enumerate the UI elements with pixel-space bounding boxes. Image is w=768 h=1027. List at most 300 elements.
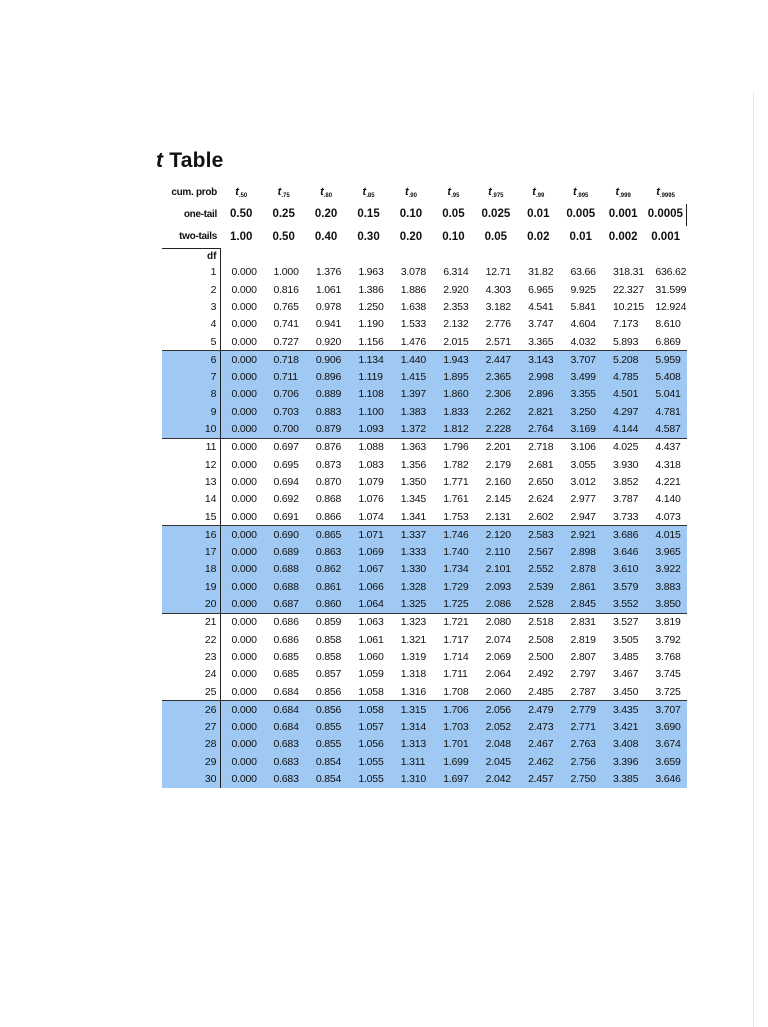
cum-prob-header-cell bbox=[602, 182, 644, 204]
df-value: 27 bbox=[162, 719, 220, 736]
critical-value-cell: 31.82 bbox=[528, 266, 554, 279]
critical-value-cell: 0.857 bbox=[315, 668, 342, 681]
critical-value-cell: 318.31 bbox=[612, 266, 644, 279]
critical-value-cell: 1.250 bbox=[358, 300, 384, 313]
df-value: 6 bbox=[162, 351, 220, 369]
critical-value-cell: 2.074 bbox=[485, 633, 511, 646]
critical-value-cell: 2.467 bbox=[517, 736, 559, 753]
df-value: 24 bbox=[162, 666, 220, 683]
critical-value-cell: 2.048 bbox=[475, 736, 517, 753]
critical-value-cell: 0.683 bbox=[262, 753, 304, 770]
df-spacer-cell bbox=[432, 249, 474, 265]
critical-value-cell: 3.552 bbox=[602, 596, 644, 614]
df-spacer-cell bbox=[560, 249, 602, 265]
critical-value-cell: 2.086 bbox=[475, 596, 517, 614]
critical-value-cell: 2.462 bbox=[517, 753, 559, 770]
critical-value-cell: 1.059 bbox=[358, 668, 384, 681]
critical-value-cell: 1.076 bbox=[358, 493, 384, 506]
critical-value-cell: 1.057 bbox=[347, 719, 389, 736]
critical-value-cell: 2.977 bbox=[570, 493, 596, 506]
two-tails-value: 1.00 bbox=[230, 230, 253, 243]
critical-value-cell: 1.345 bbox=[400, 493, 427, 506]
critical-value-cell: 2.787 bbox=[560, 683, 602, 701]
critical-value-cell: 1.330 bbox=[390, 561, 432, 578]
two-tails-value: 0.02 bbox=[527, 230, 550, 243]
table-row bbox=[162, 438, 687, 456]
df-value: 22 bbox=[162, 631, 220, 648]
critical-value-cell: 0.703 bbox=[262, 403, 304, 420]
critical-value-cell: 1.315 bbox=[390, 701, 432, 719]
t-symbol: t bbox=[362, 186, 367, 198]
critical-value-cell: 3.435 bbox=[602, 701, 644, 719]
critical-value-cell: 0.692 bbox=[273, 493, 299, 506]
table-row bbox=[162, 544, 687, 561]
critical-value-cell: 1.734 bbox=[432, 561, 474, 578]
critical-value-cell: 0.000 bbox=[220, 421, 262, 439]
critical-value-cell: 3.707 bbox=[644, 701, 686, 719]
critical-value-cell: 0.694 bbox=[273, 475, 299, 488]
df-value: 17 bbox=[162, 544, 220, 561]
table-row bbox=[162, 386, 687, 403]
critical-value-cell: 1.699 bbox=[432, 753, 474, 770]
critical-value-cell: 3.106 bbox=[570, 441, 596, 454]
critical-value-cell: 0.685 bbox=[273, 668, 299, 681]
critical-value-cell: 2.898 bbox=[560, 544, 602, 561]
critical-value-cell: 0.858 bbox=[315, 633, 342, 646]
critical-value-cell: 3.610 bbox=[602, 561, 644, 578]
critical-value-cell: 0.695 bbox=[273, 458, 299, 471]
critical-value-cell: 0.683 bbox=[262, 771, 304, 788]
critical-value-cell: 1.314 bbox=[390, 719, 432, 736]
critical-value-cell: 1.323 bbox=[400, 616, 427, 629]
critical-value-cell: 1.725 bbox=[432, 596, 474, 614]
df-value: 20 bbox=[162, 596, 220, 614]
df-value: 2 bbox=[162, 281, 220, 298]
df-spacer-cell bbox=[517, 249, 559, 265]
t-symbol: t bbox=[277, 186, 282, 198]
critical-value-cell: 2.539 bbox=[517, 578, 559, 595]
critical-value-cell: 0.896 bbox=[305, 369, 347, 386]
critical-value-cell: 4.541 bbox=[528, 300, 554, 313]
critical-value-cell: 0.000 bbox=[220, 771, 262, 788]
critical-value-cell: 1.079 bbox=[358, 475, 384, 488]
critical-value-cell: 2.845 bbox=[560, 596, 602, 614]
critical-value-cell: 3.792 bbox=[655, 633, 681, 646]
critical-value-cell: 1.721 bbox=[443, 616, 469, 629]
critical-value-cell: 2.718 bbox=[528, 441, 554, 454]
critical-value-cell: 1.108 bbox=[347, 386, 389, 403]
two-tails-value: 0.05 bbox=[484, 230, 508, 243]
df-value: 12 bbox=[162, 456, 220, 473]
title-t-symbol: t bbox=[156, 149, 164, 172]
critical-value-cell: 5.408 bbox=[644, 369, 686, 386]
critical-value-cell: 6.965 bbox=[528, 283, 554, 296]
critical-value-cell: 1.325 bbox=[390, 596, 432, 614]
critical-value-cell: 2.819 bbox=[570, 633, 596, 646]
critical-value-cell: 31.599 bbox=[655, 283, 687, 296]
critical-value-cell: 1.333 bbox=[390, 544, 432, 561]
critical-value-cell: 1.963 bbox=[358, 266, 384, 279]
critical-value-cell: 1.067 bbox=[347, 561, 389, 578]
critical-value-cell: 3.078 bbox=[400, 266, 427, 279]
critical-value-cell: 0.741 bbox=[273, 318, 299, 331]
critical-value-cell: 1.771 bbox=[443, 475, 469, 488]
critical-value-cell: 1.860 bbox=[432, 386, 474, 403]
critical-value-cell: 0.000 bbox=[220, 403, 262, 420]
cum-prob-header-cell bbox=[644, 182, 686, 204]
critical-value-cell: 3.396 bbox=[602, 753, 644, 770]
critical-value-cell: 2.764 bbox=[517, 421, 559, 439]
critical-value-cell: 3.169 bbox=[560, 421, 602, 439]
t-symbol: t bbox=[573, 186, 577, 198]
critical-value-cell: 2.552 bbox=[517, 561, 559, 578]
df-value: 4 bbox=[162, 316, 220, 333]
critical-value-cell: 2.447 bbox=[475, 351, 517, 369]
critical-value-cell: 1.714 bbox=[443, 650, 469, 663]
critical-value-cell: 0.978 bbox=[315, 300, 342, 313]
two-tails-value: 0.20 bbox=[399, 230, 423, 243]
t-symbol-subscript: .975 bbox=[491, 193, 504, 199]
critical-value-cell: 3.450 bbox=[602, 683, 644, 701]
critical-value-cell: 2.473 bbox=[517, 719, 559, 736]
critical-value-cell: 1.328 bbox=[390, 578, 432, 595]
critical-value-cell: 3.965 bbox=[644, 544, 686, 561]
critical-value-cell: 1.088 bbox=[358, 441, 384, 454]
critical-value-cell: 3.659 bbox=[644, 753, 686, 770]
critical-value-cell: 0.000 bbox=[231, 458, 257, 471]
table-row bbox=[162, 508, 687, 526]
critical-value-cell: 1.058 bbox=[347, 683, 389, 701]
t-symbol-subscript: .50 bbox=[238, 193, 248, 199]
df-value: 21 bbox=[162, 613, 220, 631]
critical-value-cell: 1.064 bbox=[347, 596, 389, 614]
t-symbol: t bbox=[320, 186, 324, 198]
t-symbol: t bbox=[615, 186, 620, 198]
table-row bbox=[162, 421, 687, 439]
critical-value-cell: 2.228 bbox=[475, 421, 517, 439]
critical-value-cell: 2.492 bbox=[528, 668, 554, 681]
critical-value-cell: 3.930 bbox=[612, 458, 639, 471]
one-tail-value: 0.025 bbox=[481, 208, 511, 221]
critical-value-cell: 0.876 bbox=[315, 441, 342, 454]
t-symbol: t bbox=[447, 186, 452, 198]
table-row bbox=[162, 613, 687, 631]
cum-prob-header-cell bbox=[262, 182, 304, 204]
critical-value-cell: 0.906 bbox=[305, 351, 347, 369]
critical-value-cell: 4.144 bbox=[602, 421, 644, 439]
critical-value-cell: 1.083 bbox=[358, 458, 384, 471]
critical-value-cell: 1.055 bbox=[347, 753, 389, 770]
critical-value-cell: 0.856 bbox=[305, 683, 347, 701]
t-symbol-subscript: .9995 bbox=[659, 193, 675, 199]
critical-value-cell: 2.821 bbox=[517, 403, 559, 420]
critical-value-cell: 2.681 bbox=[528, 458, 554, 471]
two-tails-value: 0.001 bbox=[651, 230, 680, 243]
critical-value-cell: 0.687 bbox=[262, 596, 304, 614]
critical-value-cell: 1.943 bbox=[432, 351, 474, 369]
one-tail-value: 0.0005 bbox=[644, 204, 686, 226]
df-spacer-cell bbox=[390, 249, 432, 265]
critical-value-cell: 1.711 bbox=[443, 668, 468, 681]
critical-value-cell: 1.833 bbox=[432, 403, 474, 420]
critical-value-cell: 0.854 bbox=[305, 771, 347, 788]
critical-value-cell: 2.998 bbox=[517, 369, 559, 386]
critical-value-cell: 1.717 bbox=[443, 633, 469, 646]
critical-value-cell: 3.850 bbox=[644, 596, 686, 614]
df-value: 28 bbox=[162, 736, 220, 753]
critical-value-cell: 0.000 bbox=[220, 369, 262, 386]
critical-value-cell: 4.501 bbox=[602, 386, 644, 403]
critical-value-cell: 2.650 bbox=[528, 475, 554, 488]
critical-value-cell: 0.868 bbox=[315, 493, 342, 506]
critical-value-cell: 2.042 bbox=[475, 771, 517, 788]
title-text: Table bbox=[163, 149, 224, 172]
one-tail-value: 0.001 bbox=[608, 208, 638, 221]
critical-value-cell: 0.816 bbox=[273, 283, 299, 296]
critical-value-cell: 0.688 bbox=[262, 561, 304, 578]
critical-value-cell: 1.311 bbox=[390, 753, 432, 770]
critical-value-cell: 1.372 bbox=[390, 421, 432, 439]
critical-value-cell: 3.883 bbox=[644, 578, 686, 595]
df-value: 15 bbox=[162, 508, 220, 526]
critical-value-cell: 2.921 bbox=[560, 526, 602, 544]
critical-value-cell: 1.415 bbox=[390, 369, 432, 386]
critical-value-cell: 0.000 bbox=[231, 441, 257, 454]
critical-value-cell: 3.674 bbox=[644, 736, 686, 753]
critical-value-cell: 3.385 bbox=[602, 771, 644, 788]
df-value: 10 bbox=[162, 421, 220, 439]
critical-value-cell: 3.686 bbox=[602, 526, 644, 544]
critical-value-cell: 3.182 bbox=[485, 300, 511, 313]
two-tails-value: 0.002 bbox=[608, 230, 638, 243]
critical-value-cell: 1.056 bbox=[347, 736, 389, 753]
critical-value-cell: 0.000 bbox=[220, 526, 262, 544]
critical-value-cell: 4.781 bbox=[644, 403, 686, 420]
critical-value-cell: 636.62 bbox=[655, 266, 687, 279]
critical-value-cell: 2.365 bbox=[475, 369, 517, 386]
cum-prob-header-cell bbox=[305, 182, 347, 204]
critical-value-cell: 2.861 bbox=[560, 578, 602, 595]
critical-value-cell: 2.776 bbox=[485, 318, 511, 331]
critical-value-cell: 1.066 bbox=[347, 578, 389, 595]
critical-value-cell: 2.500 bbox=[528, 650, 554, 663]
critical-value-cell: 2.145 bbox=[485, 493, 511, 506]
critical-value-cell: 3.646 bbox=[644, 771, 686, 788]
table-row bbox=[162, 596, 687, 614]
critical-value-cell: 2.571 bbox=[475, 333, 517, 351]
table-row bbox=[162, 719, 687, 736]
critical-value-cell: 2.093 bbox=[475, 578, 517, 595]
critical-value-cell: 1.341 bbox=[390, 508, 432, 526]
t-symbol-subscript: .85 bbox=[366, 193, 375, 199]
critical-value-cell: 3.421 bbox=[602, 719, 644, 736]
page-edge-divider bbox=[753, 92, 754, 1027]
critical-value-cell: 0.866 bbox=[305, 508, 347, 526]
critical-value-cell: 1.746 bbox=[432, 526, 474, 544]
critical-value-cell: 4.303 bbox=[485, 283, 511, 296]
table-row bbox=[162, 666, 687, 683]
df-spacer-cell bbox=[602, 249, 644, 265]
critical-value-cell: 1.190 bbox=[358, 318, 384, 331]
critical-value-cell: 0.000 bbox=[231, 650, 257, 663]
table-row bbox=[162, 631, 687, 648]
t-symbol-subscript: .90 bbox=[408, 193, 417, 199]
critical-value-cell: 3.733 bbox=[602, 508, 644, 526]
critical-value-cell: 1.796 bbox=[443, 441, 469, 454]
one-tail-value: 0.10 bbox=[399, 208, 423, 221]
two-tails-value: 0.10 bbox=[442, 230, 465, 243]
critical-value-cell: 2.567 bbox=[517, 544, 559, 561]
critical-value-cell: 0.000 bbox=[231, 283, 257, 296]
critical-value-cell: 4.140 bbox=[655, 493, 681, 506]
critical-value-cell: 0.684 bbox=[262, 701, 304, 719]
critical-value-cell: 1.703 bbox=[432, 719, 474, 736]
critical-value-cell: 0.688 bbox=[262, 578, 304, 595]
critical-value-cell: 0.000 bbox=[220, 596, 262, 614]
df-spacer-cell bbox=[475, 249, 517, 265]
critical-value-cell: 2.756 bbox=[560, 753, 602, 770]
critical-value-cell: 2.056 bbox=[475, 701, 517, 719]
critical-value-cell: 0.700 bbox=[262, 421, 304, 439]
critical-value-cell: 0.689 bbox=[262, 544, 304, 561]
critical-value-cell: 2.947 bbox=[560, 508, 602, 526]
critical-value-cell: 2.064 bbox=[485, 668, 511, 681]
critical-value-cell: 5.041 bbox=[644, 386, 686, 403]
critical-value-cell: 2.920 bbox=[443, 283, 469, 296]
critical-value-cell: 0.697 bbox=[273, 441, 299, 454]
critical-value-cell: 3.747 bbox=[528, 318, 554, 331]
critical-value-cell: 0.879 bbox=[305, 421, 347, 439]
critical-value-cell: 3.579 bbox=[602, 578, 644, 595]
critical-value-cell: 0.000 bbox=[220, 561, 262, 578]
critical-value-cell: 1.071 bbox=[347, 526, 389, 544]
table-row bbox=[162, 351, 687, 369]
cum-prob-header-cell bbox=[432, 182, 474, 204]
header-row-one-tail bbox=[162, 204, 687, 226]
df-value: 3 bbox=[162, 299, 220, 316]
critical-value-cell: 1.319 bbox=[400, 650, 427, 663]
critical-value-cell: 3.787 bbox=[612, 493, 639, 506]
t-symbol-subscript: .95 bbox=[451, 193, 460, 199]
critical-value-cell: 1.708 bbox=[432, 683, 474, 701]
critical-value-cell: 4.604 bbox=[570, 318, 596, 331]
critical-value-cell: 1.895 bbox=[432, 369, 474, 386]
critical-value-cell: 3.499 bbox=[560, 369, 602, 386]
critical-value-cell: 1.337 bbox=[390, 526, 432, 544]
critical-value-cell: 2.015 bbox=[432, 333, 474, 351]
critical-value-cell: 2.045 bbox=[475, 753, 517, 770]
critical-value-cell: 1.397 bbox=[390, 386, 432, 403]
critical-value-cell: 2.508 bbox=[528, 633, 554, 646]
critical-value-cell: 0.000 bbox=[220, 333, 262, 351]
df-spacer-cell bbox=[644, 249, 686, 265]
critical-value-cell: 1.376 bbox=[315, 266, 342, 279]
critical-value-cell: 0.859 bbox=[315, 616, 342, 629]
critical-value-cell: 22.327 bbox=[612, 283, 644, 296]
critical-value-cell: 4.785 bbox=[602, 369, 644, 386]
critical-value-cell: 0.855 bbox=[305, 719, 347, 736]
critical-value-cell: 2.831 bbox=[570, 616, 596, 629]
critical-value-cell: 2.779 bbox=[560, 701, 602, 719]
critical-value-cell: 1.061 bbox=[315, 283, 342, 296]
critical-value-cell: 0.000 bbox=[231, 493, 257, 506]
critical-value-cell: 0.706 bbox=[262, 386, 304, 403]
critical-value-cell: 0.873 bbox=[315, 458, 342, 471]
t-symbol-subscript: .995 bbox=[576, 193, 589, 199]
df-value: 30 bbox=[162, 771, 220, 788]
table-row bbox=[162, 771, 687, 788]
df-value: 13 bbox=[162, 474, 220, 491]
critical-value-cell: 12.924 bbox=[655, 300, 687, 313]
t-symbol-subscript: .80 bbox=[323, 193, 333, 199]
critical-value-cell: 63.66 bbox=[570, 266, 596, 279]
t-symbol: t bbox=[532, 186, 536, 198]
critical-value-cell: 4.015 bbox=[644, 526, 686, 544]
critical-value-cell: 1.156 bbox=[347, 333, 389, 351]
critical-value-cell: 0.000 bbox=[231, 616, 257, 629]
critical-value-cell: 1.058 bbox=[347, 701, 389, 719]
critical-value-cell: 2.110 bbox=[475, 544, 517, 561]
df-spacer-cell bbox=[220, 249, 262, 265]
df-spacer-cell bbox=[262, 249, 304, 265]
table-row bbox=[162, 474, 687, 491]
table-row bbox=[162, 456, 687, 473]
df-value: 19 bbox=[162, 578, 220, 595]
critical-value-cell: 1.119 bbox=[347, 369, 389, 386]
critical-value-cell: 3.055 bbox=[570, 458, 596, 471]
critical-value-cell: 2.201 bbox=[485, 441, 511, 454]
critical-value-cell: 1.093 bbox=[347, 421, 389, 439]
critical-value-cell: 2.896 bbox=[517, 386, 559, 403]
critical-value-cell: 2.060 bbox=[475, 683, 517, 701]
critical-value-cell: 0.861 bbox=[305, 578, 347, 595]
critical-value-cell: 3.707 bbox=[560, 351, 602, 369]
critical-value-cell: 2.771 bbox=[560, 719, 602, 736]
critical-value-cell: 1.356 bbox=[400, 458, 427, 471]
critical-value-cell: 2.262 bbox=[475, 403, 517, 420]
critical-value-cell: 4.318 bbox=[655, 458, 681, 471]
critical-value-cell: 0.685 bbox=[273, 650, 299, 663]
critical-value-cell: 0.000 bbox=[220, 753, 262, 770]
critical-value-cell: 5.959 bbox=[644, 351, 686, 369]
one-tail-value: 0.01 bbox=[527, 208, 550, 221]
critical-value-cell: 0.854 bbox=[305, 753, 347, 770]
critical-value-cell: 3.485 bbox=[612, 650, 639, 663]
table-row bbox=[162, 316, 687, 333]
critical-value-cell: 10.215 bbox=[612, 300, 644, 313]
critical-value-cell: 0.941 bbox=[315, 318, 342, 331]
critical-value-cell: 0.000 bbox=[220, 351, 262, 369]
critical-value-cell: 1.740 bbox=[432, 544, 474, 561]
df-value: 29 bbox=[162, 753, 220, 770]
t-table-container bbox=[162, 182, 687, 788]
critical-value-cell: 3.250 bbox=[560, 403, 602, 420]
critical-value-cell: 2.457 bbox=[517, 771, 559, 788]
critical-value-cell: 1.383 bbox=[390, 403, 432, 420]
t-symbol: t bbox=[235, 186, 239, 198]
one-tail-value: 0.20 bbox=[314, 208, 338, 221]
critical-value-cell: 4.032 bbox=[560, 333, 602, 351]
df-value: 14 bbox=[162, 491, 220, 508]
critical-value-cell: 0.000 bbox=[231, 475, 257, 488]
critical-value-cell: 0.000 bbox=[220, 386, 262, 403]
t-symbol-subscript: .99 bbox=[535, 193, 545, 199]
critical-value-cell: 1.134 bbox=[347, 351, 389, 369]
critical-value-cell: 1.061 bbox=[358, 633, 384, 646]
critical-value-cell: 1.074 bbox=[347, 508, 389, 526]
cum-prob-header-cell bbox=[560, 182, 602, 204]
df-label: df bbox=[162, 249, 220, 265]
